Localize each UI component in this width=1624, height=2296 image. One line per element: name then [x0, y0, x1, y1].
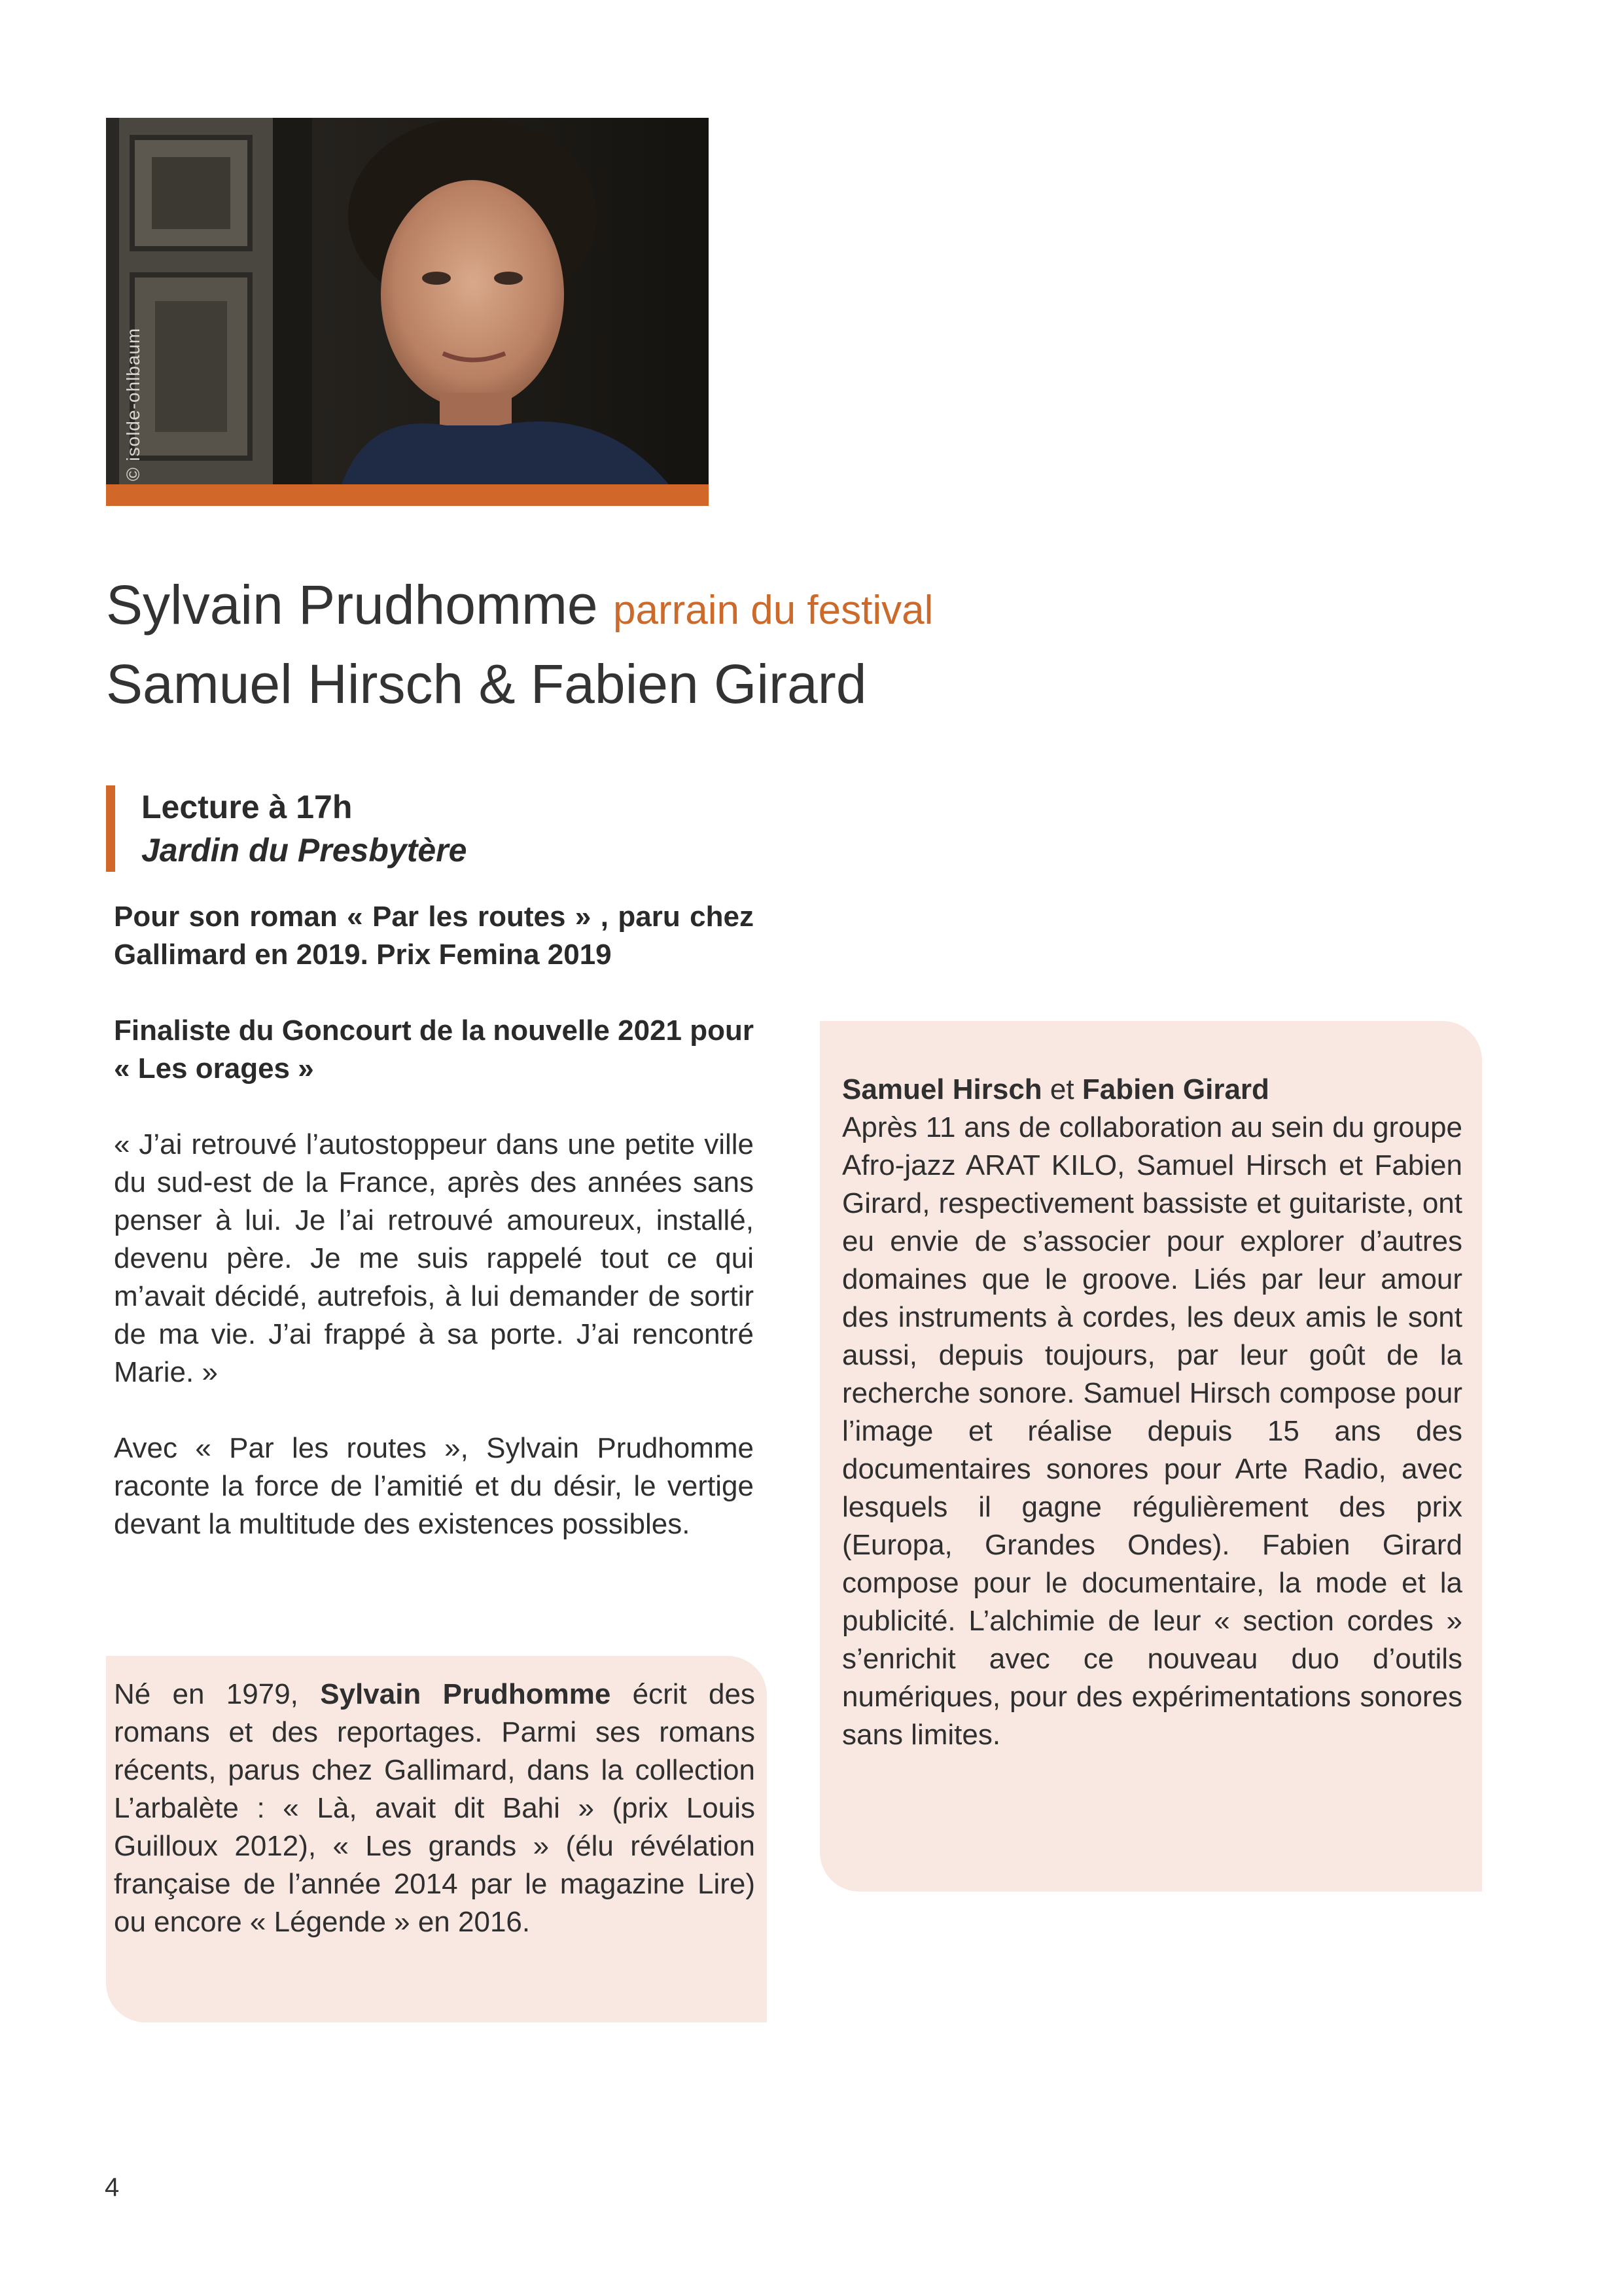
- bio-box: [106, 1656, 767, 2022]
- left-column: [114, 898, 754, 1543]
- event-time: Lecture à 17h: [141, 789, 353, 825]
- quote-paragraph: « J’ai retrouvé l’autostoppeur dans une petite ville du sud-est de la France, après des années sans penser à lui. Je l’ai retrouvé amoureux, installé, devenu père. Je me suis rappelé tout ce qui m’avait décidé, autrefois, à lui demander de sortir de ma vie. J’ai frappé à sa porte. J’ai rencontré Marie. »: [114, 1128, 754, 1388]
- page-number: 4: [105, 2173, 120, 2202]
- duo-box-content: [842, 1071, 1462, 1754]
- author-photo: [106, 118, 709, 484]
- duo-name-2: Fabien Girard: [1082, 1073, 1269, 1105]
- guests-heading: Samuel Hirsch & Fabien Girard: [106, 653, 867, 715]
- event-place: Jardin du Presbytère: [141, 832, 467, 869]
- title-block: [106, 568, 1218, 721]
- bio-paragraph: [114, 1676, 755, 1941]
- author-role: parrain du festival: [613, 588, 934, 633]
- bio-text: écrit des romans et des reportages. Parmi ses romans récents, parus chez Gallimard, dans la collection L’arbalète : « Là, avait dit Bahi » (prix Louis Guilloux 2012), « Les grands » (élu révélation française de l’année 2014 par le magazine Lire) ou encore « Légende » en 2016.: [114, 1678, 755, 1938]
- bio-lead: Né en 1979,: [114, 1678, 321, 1710]
- photo-credit: © isolde-ohlbaum: [123, 327, 143, 481]
- bio-author-name: Sylvain Prudhomme: [320, 1678, 611, 1710]
- duo-heading: [842, 1071, 1462, 1109]
- photo-accent-bar: [106, 484, 709, 506]
- intro-paragraph: Pour son roman « Par les routes » , paru chez Gallimard en 2019. Prix Femina 2019: [114, 901, 754, 971]
- author-portrait-image: [106, 118, 709, 484]
- duo-and: et: [1042, 1073, 1082, 1105]
- summary-paragraph: Avec « Par les routes », Sylvain Prudhomme raconte la force de l’amitié et du désir, le vertige devant la multitude des existences possibles.: [114, 1432, 754, 1540]
- author-heading: [106, 568, 1218, 647]
- duo-name-1: Samuel Hirsch: [842, 1073, 1042, 1105]
- duo-box: [820, 1021, 1482, 1892]
- duo-paragraph: Après 11 ans de collaboration au sein du groupe Afro-jazz ARAT KILO, Samuel Hirsch et Fabien Girard, respectivement bassiste et guitariste, ont eu envie de s’associer pour explorer d’autres domaines que le groove. Liés par leur amour des instruments à cordes, les deux amis le sont aussi, depuis toujours, par leur goût de la recherche sonore. Samuel Hirsch compose pour l’image et réalise depuis 15 ans des documentaires sonores pour Arte Radio, avec lesquels il gagne régulièrement des prix (Europa, Grandes Ondes). Fabien Girard compose pour le documentaire, la mode et la publicité. L’alchimie de leur « section cordes » s’enrichit avec ce nouveau duo d’outils numériques, pour des expérimentations sonores sans limites.: [842, 1111, 1462, 1751]
- event-info: [106, 785, 730, 872]
- author-name: Sylvain Prudhomme: [106, 574, 598, 636]
- finalist-paragraph: Finaliste du Goncourt de la nouvelle 2021 pour « Les orages »: [114, 1014, 754, 1085]
